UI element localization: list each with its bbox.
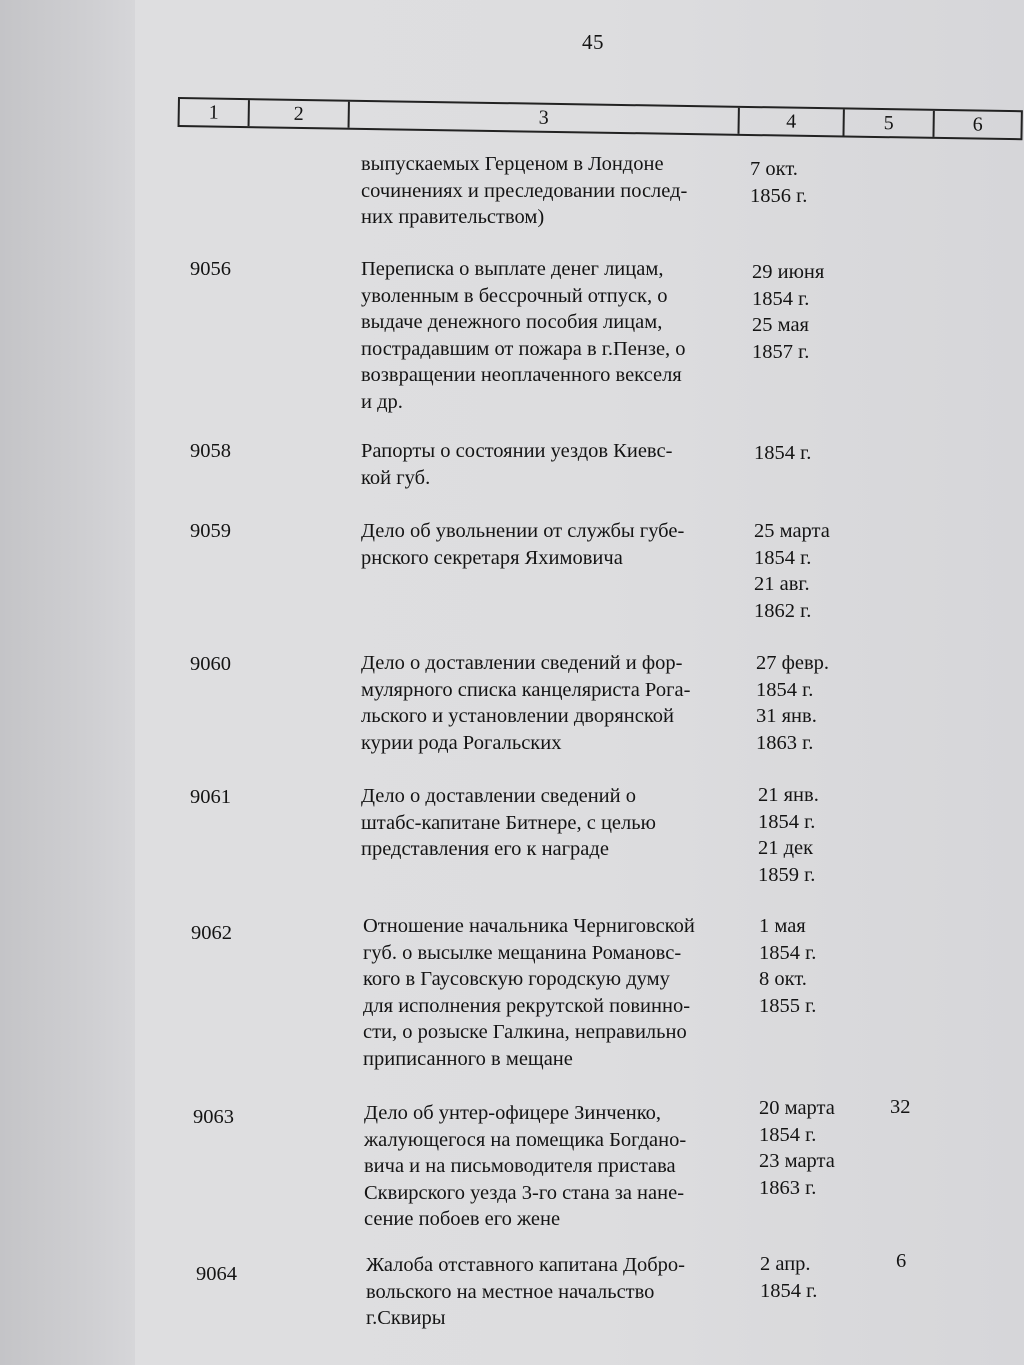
entry-description: Отношение начальника Черниговской губ. о высылке мещанина Романовс- кого в Гаусовскую городскую думу для исполнения рекрутской повинно- сти, о розыске Галкина, неправильно приписанного в мещане xyxy=(363,915,695,1070)
entry-dates: 21 янв. 1854 г. 21 дек 1859 г. xyxy=(758,784,819,886)
entry-sheets: 6 xyxy=(896,1250,907,1272)
entry-number: 9063 xyxy=(193,1106,234,1128)
column-header-row xyxy=(178,97,1023,140)
column-header-4: 4 xyxy=(739,108,844,136)
column-header-3: 3 xyxy=(350,102,740,134)
page-number: 45 xyxy=(582,30,604,54)
column-header-1: 1 xyxy=(180,99,250,126)
column-header-2: 2 xyxy=(250,100,350,128)
entry-description: Переписка о выплате денег лицам, уволенным в бессрочный отпуск, о выдаче денежного пособия лицам, пострадавшим от пожара в г.Пензе, о возвращении неоплаченного векселя и др. xyxy=(361,258,686,413)
entry-dates: 27 февр. 1854 г. 31 янв. 1863 г. xyxy=(756,652,830,754)
entry-dates: 7 окт. 1856 г. xyxy=(750,158,808,207)
entry-number: 9064 xyxy=(196,1263,237,1285)
entry-description: Жалоба отставного капитана Добро- вольского на местное начальство г.Сквиры xyxy=(366,1254,685,1329)
entry-sheets: 32 xyxy=(890,1096,911,1118)
entry-description: Рапорты о состоянии уездов Киевс- кой губ. xyxy=(361,440,673,489)
entry-number: 9062 xyxy=(191,922,232,944)
entry-dates: 1854 г. xyxy=(754,442,812,464)
book-gutter xyxy=(0,0,135,1365)
column-header-6: 6 xyxy=(972,112,983,136)
entry-dates: 29 июня 1854 г. 25 мая 1857 г. xyxy=(752,261,825,363)
entry-description: Дело об увольнении от службы губе- рнского секретаря Яхимовича xyxy=(361,520,685,569)
entry-number: 9059 xyxy=(190,520,231,542)
entry-description: Дело об унтер-офицере Зинченко, жалующегося на помещика Богдано- вича и на письмоводителя пристава Сквирского уезда 3-го стана за нане- сение побоев его жене xyxy=(364,1102,687,1230)
entry-number: 9061 xyxy=(190,786,231,808)
entry-dates: 2 апр. 1854 г. xyxy=(760,1253,818,1302)
entry-dates: 20 марта 1854 г. 23 марта 1863 г. xyxy=(759,1097,835,1199)
entry-number: 9056 xyxy=(190,258,231,280)
entry-dates: 25 марта 1854 г. 21 авг. 1862 г. xyxy=(754,520,830,622)
entry-number: 9058 xyxy=(190,440,231,462)
entry-dates: 1 мая 1854 г. 8 окт. 1855 г. xyxy=(759,915,817,1017)
entry-description: выпускаемых Герценом в Лондоне сочинениях и преследовании послед- них правительством) xyxy=(361,153,688,228)
entry-description: Дело о доставлении сведений и фор- мулярного списка канцеляриста Рога- льского и установлении дворянской курии рода Рогальских xyxy=(361,652,691,754)
entry-description: Дело о доставлении сведений о штабс-капитане Битнере, с целью представления его к награде xyxy=(361,785,656,860)
entry-number: 9060 xyxy=(190,653,231,675)
column-header-5: 5 xyxy=(844,109,934,136)
